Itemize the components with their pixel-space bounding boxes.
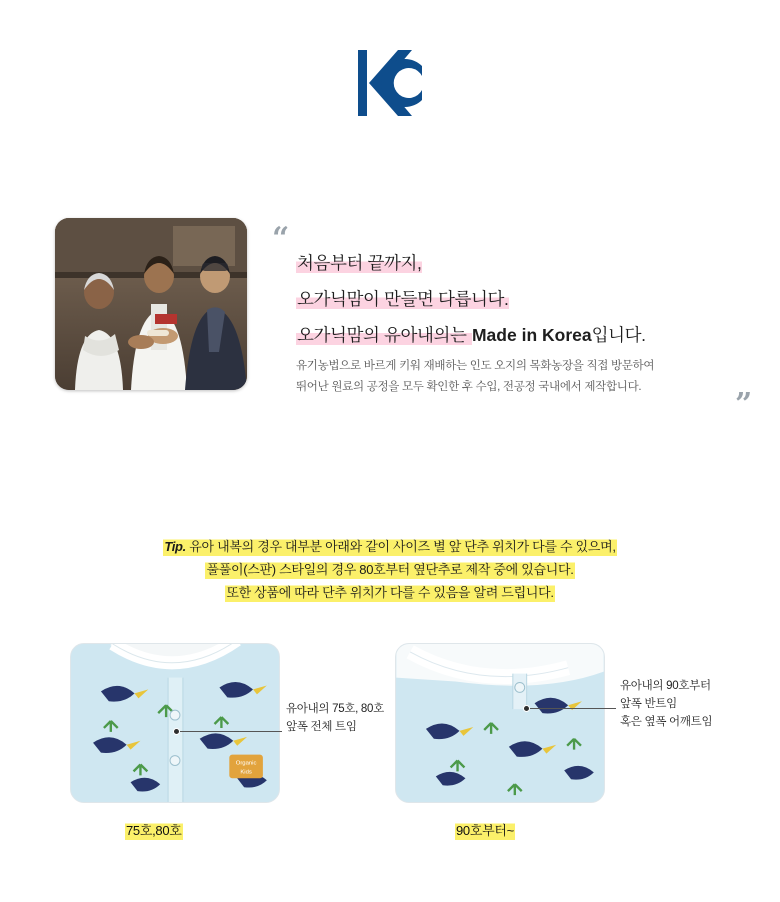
svg-text:Organic: Organic [235, 760, 257, 767]
callout-leader-left [180, 731, 282, 732]
callout-right-line-1: 유아내의 90호부터 [620, 680, 711, 692]
callout-leader-right [530, 708, 616, 709]
tip-line-2-text: 풀풀이(스판) 스타일의 경우 80호부터 옆단추로 제작 중에 있습니다. [206, 562, 574, 577]
callout-left-line-1: 유아내의 75호, 80호 [286, 703, 384, 715]
button-position-comparison [0, 643, 780, 853]
quote-line-3-post: 입니다. [591, 325, 646, 345]
quote-line-3-pre: 오가닉맘의 유아내의는 [297, 325, 471, 345]
tip-section [0, 540, 780, 609]
made-in-korea-label: Made in Korea [471, 325, 592, 345]
quote-description-line-2: 뛰어난 원료의 공정을 모두 확인한 후 수입, 전공정 국내에서 제작합니다. [296, 381, 642, 394]
size-tag-right: 90호부터~ [456, 823, 514, 838]
quote-description-line-1: 유기농법으로 바르게 키워 재배하는 인도 오지의 목화농장을 직접 방문하여 [296, 360, 655, 372]
svg-text:Kids: Kids [240, 769, 252, 776]
tip-line-1 [0, 540, 780, 553]
product-image-right [395, 643, 605, 803]
quote-open-mark: “ [272, 221, 290, 256]
callout-right [620, 678, 712, 731]
quote-lines [296, 250, 746, 358]
kc-certification-icon [354, 44, 426, 122]
product-image-left [70, 643, 280, 803]
tip-line-3 [0, 586, 780, 599]
tip-line-1-text: 유아 내복의 경우 대부분 아래와 같이 사이즈 별 앞 단추 위치가 다를 수 있으며, [185, 539, 616, 554]
callout-left [286, 701, 384, 737]
quote-line-3 [296, 322, 746, 347]
factory-visit-photo [55, 218, 247, 390]
quote-description [296, 356, 741, 399]
callout-right-line-3: 혹은 옆폭 어깨트임 [620, 715, 713, 728]
callout-dot-left [173, 728, 180, 735]
tip-label: Tip. [164, 539, 186, 554]
size-tag-left: 75호,80호 [126, 823, 182, 838]
kc-logo-container [0, 44, 780, 122]
callout-right-line-2: 앞폭 반트임 [620, 697, 677, 710]
callout-left-line-2: 앞폭 전체 트임 [286, 720, 357, 733]
quote-close-mark: ” [735, 387, 753, 422]
callout-dot-right [523, 705, 530, 712]
tip-line-2 [0, 563, 780, 576]
quote-line-1: 처음부터 끝까지, [297, 253, 422, 273]
quote-line-2: 오가닉맘이 만들면 다릅니다. [297, 289, 509, 309]
tip-line-3-text: 또한 상품에 따라 단추 위치가 다를 수 있음을 알려 드립니다. [226, 585, 554, 600]
brand-story-section [0, 218, 780, 422]
